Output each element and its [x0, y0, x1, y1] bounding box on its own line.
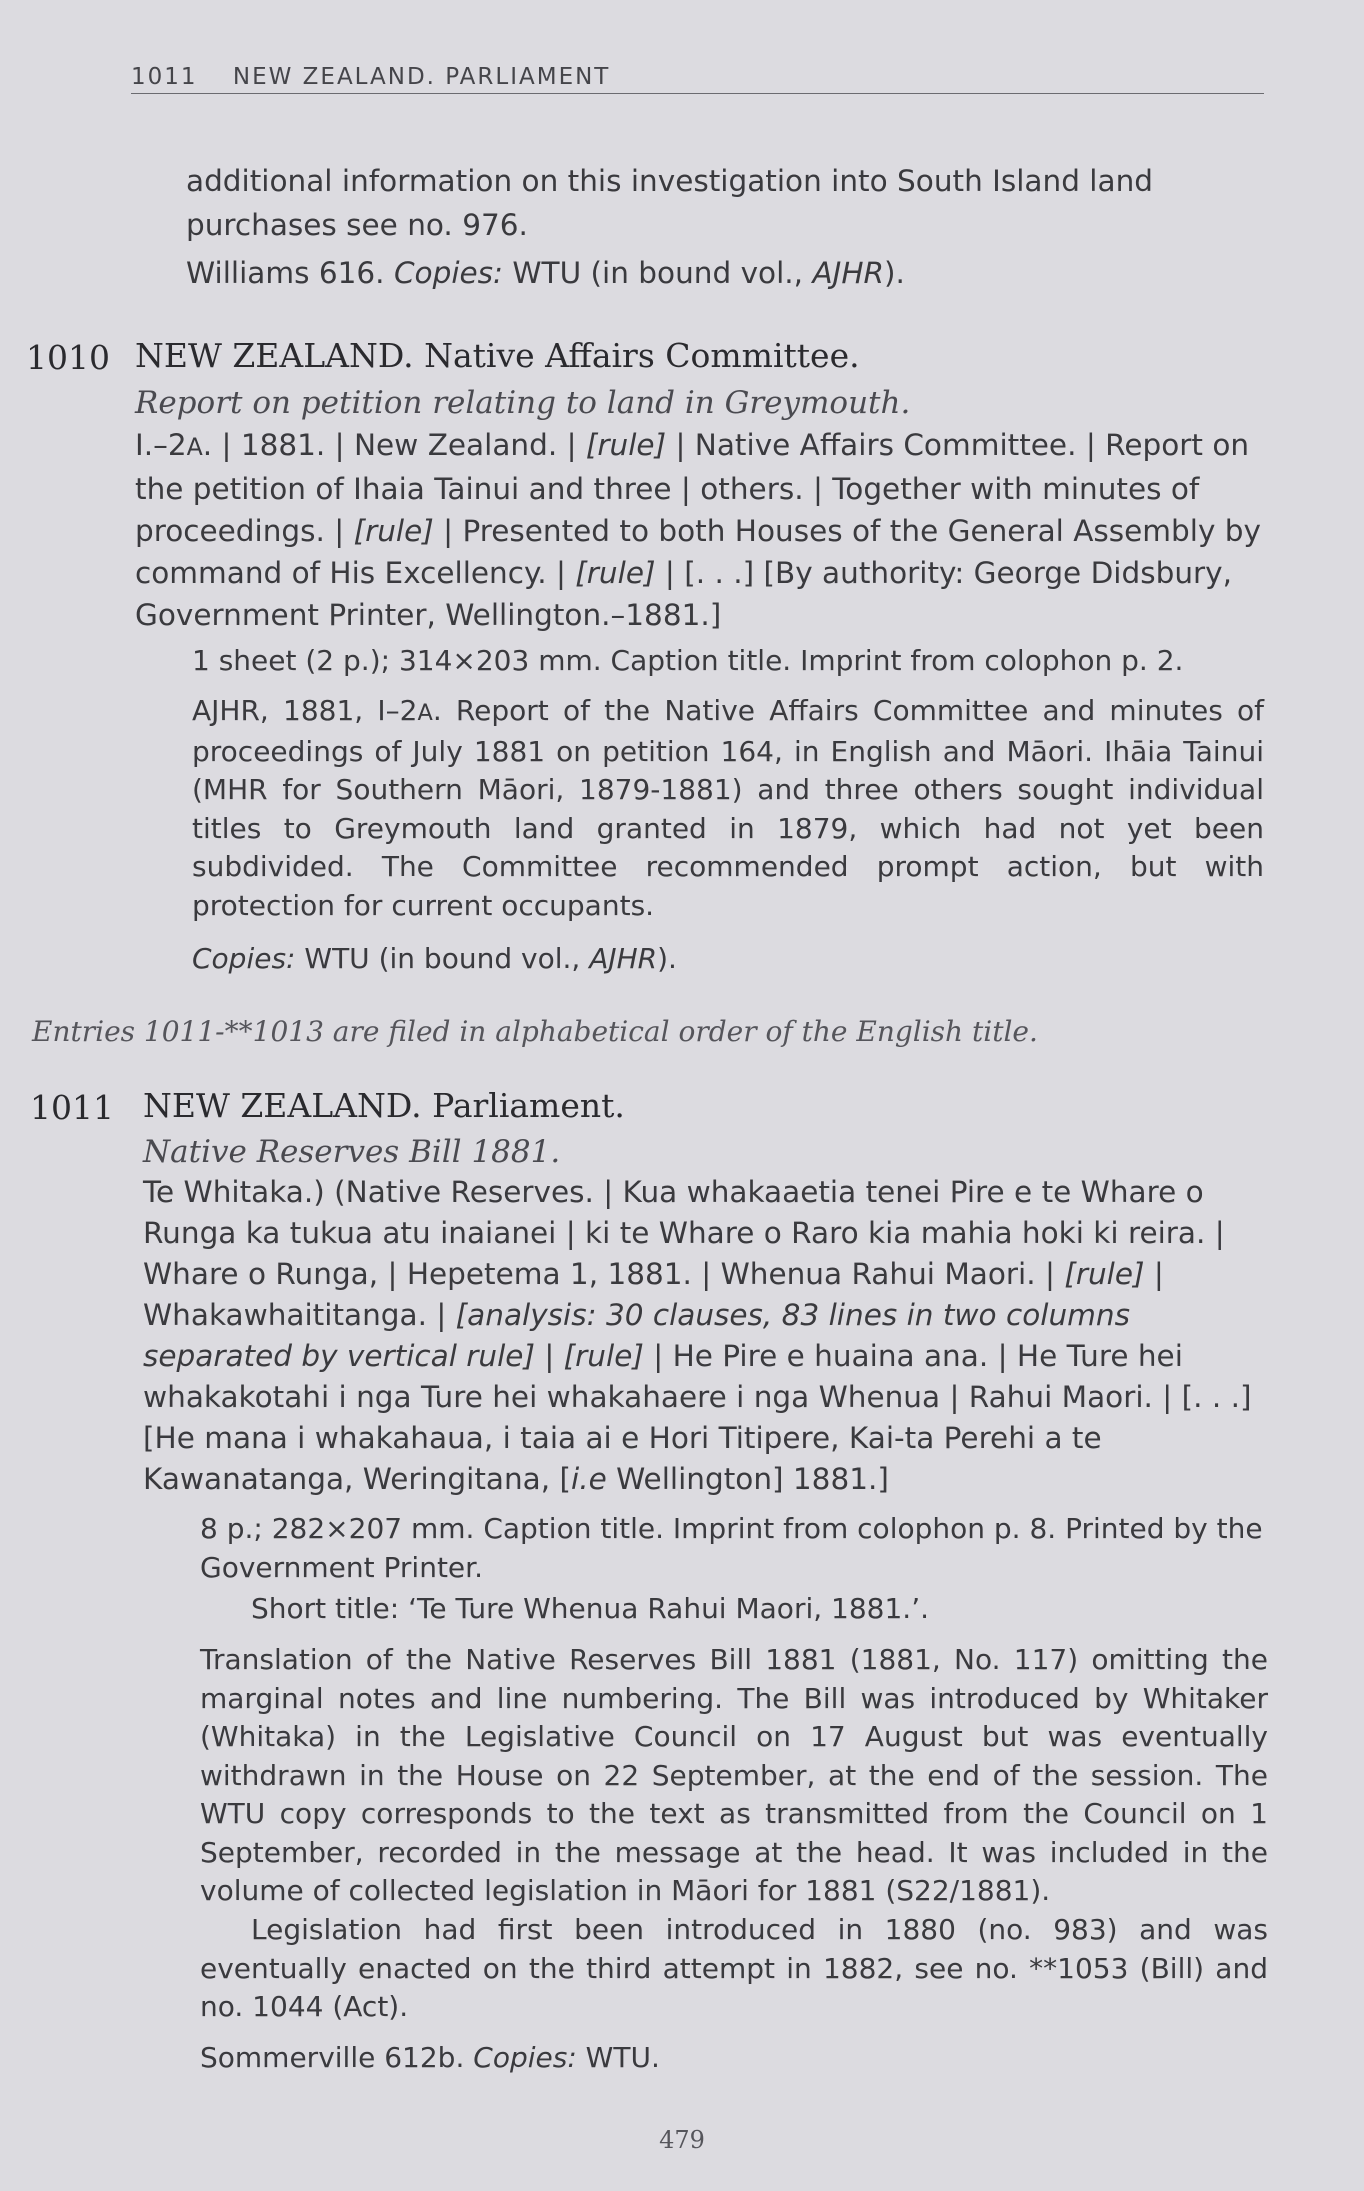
continued-ref: Williams 616. [186, 256, 385, 290]
transcription-part: | [. . .] [By authority: George Didsbury, Government Printer, Wellington.–1881.] [135, 556, 1232, 632]
continued-copies [186, 253, 1266, 295]
copies-italic: AJHR [812, 256, 884, 290]
rule-marker: [rule] [353, 514, 434, 548]
filing-note: Entries 1011-**1013 are filed in alphabetical order of the English title. [32, 1015, 1038, 1048]
note-1011: Translation of the Native Reserves Bill 1881 (1881, No. 117) omitting the marginal notes and line numbering. The Bill was introduced by Whitaker (Whitaka) in the Legislative Council on 17 August but was eventually withdrawn in the House on 22 September, at the end of the session. The WTU copy corresponds to the text as transmitted from the Council on 1 September, recorded in the message at the head. It was included in the volume of collected legislation in Māori for 1881 (S22/1881). [200, 1643, 1268, 1907]
copies-text: WTU (in bound vol., [304, 942, 581, 975]
transcription-part: | Presented to both Houses of the General Assembly by command of His Excellency. | [135, 514, 1261, 590]
note-1011-legislation: Legislation had first been introduced in 1880 (no. 983) and was eventually enacted on the third attempt in 1882, see no. **1053 (Bill) and no. 1044 (Act). [200, 1913, 1268, 2023]
transcription-1010 [135, 424, 1265, 636]
transcription-part: | He Pire e huaina ana. | He Ture hei whakakotahi i nga Ture hei whakahaere i nga Whenua | Rahui Maori. | [. . .] [He mana i whakahaua, i taia ai e Hori Titipere, Kai-ta Perehi a te Kawanatanga, Weringitana, [ [143, 1339, 1252, 1496]
copies-label: Copies: [473, 2041, 577, 2074]
transcription-1011 [143, 1172, 1265, 1500]
copies-text: WTU. [585, 2041, 660, 2074]
physical-description-1010: 1 sheet (2 p.); 314×203 mm. Caption title. Imprint from colophon p. 2. [192, 644, 1184, 677]
continued-entry-text [186, 159, 1266, 247]
copies-end: ). [884, 256, 905, 290]
copies-italic: AJHR [589, 942, 658, 975]
transcription-part: . | 1881. | New Zealand. | [202, 428, 586, 462]
entry-number-1010: 1010 [26, 338, 110, 377]
note-smallcaps: A [417, 700, 433, 726]
note-part: AJHR, 1881, I–2 [192, 694, 418, 727]
copies-text: WTU (in bound vol., [512, 256, 804, 290]
transcription-part: | Native Affairs Committee. | Report on the petition of Ihaia Tainui and three | others. | Together with minutes of proceedings. | [135, 428, 1250, 548]
rule-marker: [rule] [585, 428, 667, 462]
continued-paragraph: additional information on this investigation into South Island land purchases see no. 976. [186, 164, 1154, 242]
transcription-part: | [534, 1339, 564, 1373]
entry-title-1011: Native Reserves Bill 1881. [143, 1134, 561, 1170]
rule-marker: [rule] [1064, 1257, 1145, 1291]
rule-marker: [rule] [563, 1339, 644, 1373]
page-number: 479 [659, 2126, 705, 2154]
ie-marker: i.e [571, 1462, 607, 1496]
physical-description-1011: 8 p.; 282×207 mm. Caption title. Imprint from colophon p. 8. Printed by the Government Printer. [200, 1512, 1263, 1584]
note-part: . Report of the Native Affairs Committee and minutes of proceedings of July 1881 on petition 164, in English and Māori. Ihāia Tainui (MHR for Southern Māori, 1879-1881) and three others sought individual titles to Greymouth land granted in 1879, which had not yet been subdivided. The Committee recommended prompt action, but with protection for current occupants. [192, 694, 1264, 922]
entry-title-1010: Report on petition relating to land in Greymouth. [135, 385, 911, 421]
reference: Sommerville 612b. [200, 2041, 465, 2074]
copies-1011 [200, 2037, 1268, 2079]
header-entry-number: 1011 [131, 64, 198, 90]
copies-label: Copies: [192, 942, 296, 975]
transcription-part: Te Whitaka.) (Native Reserves. | Kua whakaaetia tenei Pire e te Whare o Runga ka tukua atu inaianei | ki te Whare o Raro kia mahia hoki ki reira. | Whare o Runga, | Hepetema 1, 1881. | Whenua Rahui Maori. | [143, 1175, 1225, 1291]
running-header [131, 64, 1264, 94]
transcription-part: Wellington] 1881.] [606, 1462, 889, 1496]
copies-1010 [192, 938, 1264, 980]
entry-heading-1011: NEW ZEALAND. Parliament. [143, 1086, 625, 1125]
transcription-part: I.–2 [135, 428, 187, 462]
transcription-part: | Whakawhaititanga. | [143, 1257, 1164, 1332]
note-1010 [192, 692, 1264, 925]
entry-number-1011: 1011 [30, 1088, 114, 1127]
entry-heading-1010: NEW ZEALAND. Native Affairs Committee. [135, 336, 860, 375]
transcription-smallcaps: A [186, 433, 203, 461]
copies-end: ). [657, 942, 677, 975]
copies-label: Copies: [393, 256, 503, 290]
analysis-marker: [analysis: 30 clauses, 83 lines in two columns separated by vertical rule] [143, 1298, 1130, 1373]
rule-marker: [rule] [575, 556, 656, 590]
header-title: NEW ZEALAND. PARLIAMENT [232, 64, 611, 90]
short-title-1011: Short title: ‘Te Ture Whenua Rahui Maori, 1881.’. [251, 1592, 929, 1625]
